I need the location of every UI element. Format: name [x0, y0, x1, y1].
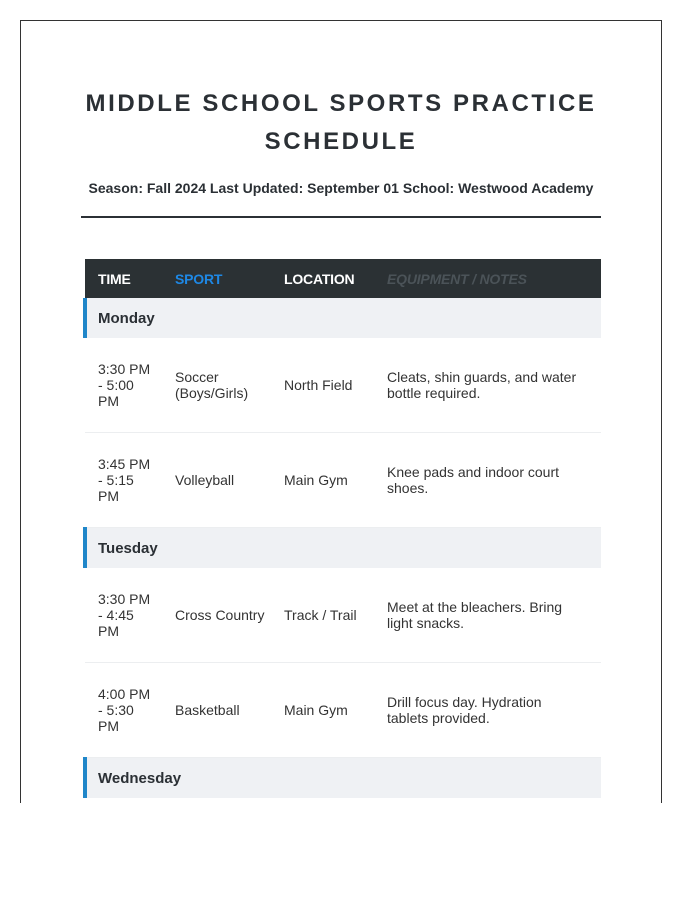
- day-row-tuesday: [85, 528, 601, 569]
- day-row-monday: [85, 298, 601, 338]
- meta-line: [81, 180, 601, 196]
- schedule-table: [83, 259, 601, 798]
- session-sport: Soccer (Boys/Girls): [161, 338, 270, 433]
- day-row-wednesday: [85, 758, 601, 799]
- day-label: Tuesday: [85, 528, 601, 569]
- school-label: School: Westwood Academy: [402, 180, 594, 196]
- session-notes: Meet at the bleachers. Bring light snacks.: [373, 568, 601, 663]
- session-location: Main Gym: [270, 433, 373, 528]
- season-label: Season: Fall 2024: [88, 180, 207, 196]
- session-sport: Cross Country: [161, 568, 270, 663]
- header-divider: [81, 216, 601, 218]
- session-location: Main Gym: [270, 663, 373, 758]
- session-sport: Basketball: [161, 663, 270, 758]
- page-title: MIDDLE SCHOOL SPORTS PRACTICE SCHEDULE: [85, 90, 597, 155]
- table-row: [85, 663, 601, 758]
- last-updated-label: Last Updated: September 01: [209, 180, 399, 196]
- header-location: LOCATION: [270, 259, 373, 298]
- session-sport: Volleyball: [161, 433, 270, 528]
- table-header-row: [85, 259, 601, 298]
- session-notes: Drill focus day. Hydration tablets provided.: [373, 663, 601, 758]
- session-location: Track / Trail: [270, 568, 373, 663]
- table-row: [85, 433, 601, 528]
- table-row: [85, 568, 601, 663]
- table-row: [85, 338, 601, 433]
- session-notes: Knee pads and indoor court shoes.: [373, 433, 601, 528]
- session-time: 3:30 PM - 5:00 PM: [85, 338, 161, 433]
- session-time: 3:45 PM - 5:15 PM: [85, 433, 161, 528]
- session-location: North Field: [270, 338, 373, 433]
- header-sport: SPORT: [161, 259, 270, 298]
- header-time: TIME: [85, 259, 161, 298]
- schedule-page: [20, 20, 662, 803]
- session-notes: Cleats, shin guards, and water bottle required.: [373, 338, 601, 433]
- header-notes: EQUIPMENT / NOTES: [373, 259, 601, 298]
- day-label: Monday: [85, 298, 601, 338]
- day-label: Wednesday: [85, 758, 601, 799]
- session-time: 3:30 PM - 4:45 PM: [85, 568, 161, 663]
- session-time: 4:00 PM - 5:30 PM: [85, 663, 161, 758]
- document-header: [81, 21, 601, 196]
